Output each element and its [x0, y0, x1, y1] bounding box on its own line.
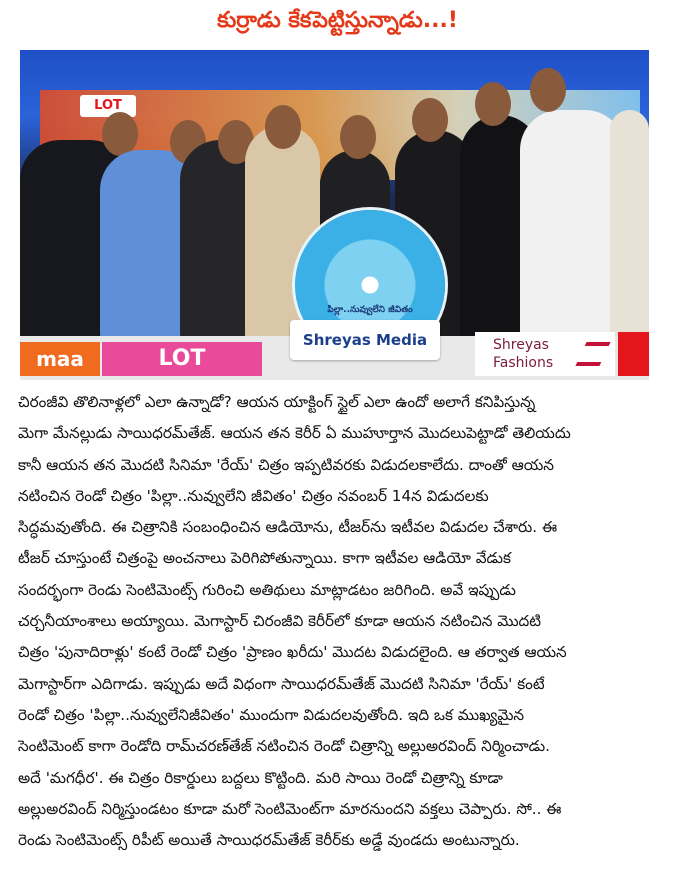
article-line: సెంటిమెంట్ కాగా రెండోది రామ్‌చరణ్‌తేజ్ నటించిన రెండో చిత్రాన్ని అల్లుఅరవింద్ నిర్మించాడు.	[18, 737, 550, 756]
article-line: రెండు సెంటిమెంట్స్ రిపీట్ అయితే సాయిధరమ్‌తేజ్ కెరీర్‌కు అడ్డే వుండదు అంటున్నారు.	[18, 831, 520, 850]
article-line: టీజర్ చూస్తుంటే చిత్రంపై అంచనాలు పెరిగిపోతున్నాయి. కాగా ఇటీవల ఆడియో వేడుక	[18, 549, 511, 568]
lot-logo-top: LOT	[80, 95, 136, 117]
article-line: సిద్ధమవుతోంది. ఈ చిత్రానికి సంబంధించిన ఆడియోను, టీజర్‌ను ఇటీవల విడుదల చేశారు. ఈ	[18, 518, 558, 537]
person-head	[340, 115, 376, 159]
person-head	[412, 98, 448, 142]
person-silhouette	[610, 110, 649, 340]
person-head	[530, 68, 566, 112]
article-line: అదే 'మగధీర'. ఈ చిత్రం రికార్డులు బద్దలు కొట్టింది. మరి సాయి రెండో చిత్రాన్ని కూడా	[18, 768, 503, 787]
article-line: నటించిన రెండో చిత్రం 'పిల్లా..నువ్వులేని జీవితం' చిత్రం నవంబర్ 14న విడుదలకు	[18, 486, 489, 505]
red-sponsor-tile	[618, 332, 649, 376]
shreyas-fashions-line2: Fashions	[493, 355, 554, 371]
article-body	[18, 387, 658, 856]
person-head	[102, 112, 138, 156]
article-line: సందర్భంగా రెండు సెంటిమెంట్స్ గురించి అతిథులు మాట్లాడటం జరిగింది. అవే ఇప్పుడు	[18, 580, 516, 599]
article-line: మెగాస్టార్‌గా ఎదిగాడు. ఇప్పుడు అదే విధంగా సాయిధరమ్‌తేజ్ మొదటి సినిమా 'రేయ్' కంటే	[18, 674, 545, 693]
article-line: రెండో చిత్రం 'పిల్లా..నువ్వులేనిజీవితం' ముందుగా విడుదలవుతోంది. ఇది ఒక ముఖ్యమైన	[18, 705, 525, 724]
article-line: చిరంజీవి తొలినాళ్లలో ఎలా ఉన్నాడో? ఆయన యాక్టింగ్ స్టైల్ ఎలా ఉందో అలాగే కనిపిస్తున్న	[18, 393, 536, 411]
shreyas-media-logo: Shreyas Media	[290, 320, 440, 360]
article-line: కానీ ఆయన తన మొదటి సినిమా 'రేయ్' చిత్రం ఇప్పటివరకు విడుదలకాలేదు. దాంతో ఆయన	[18, 455, 554, 474]
article-line: అల్లుఅరవింద్ నిర్మిస్తుండటం కూడా మరో సెంటిమెంట్‌గా మారనుందని వక్తలు చెప్పారు. సో.. ఈ	[18, 799, 562, 818]
maa-logo: maa	[20, 342, 100, 376]
person-head	[265, 105, 301, 149]
article-line: మెగా మేనల్లుడు సాయిధరమ్‌తేజ్. ఆయన తన కెరీర్ ఏ ముహూర్తాన మొదలుపెట్టాడో తెలియదు	[18, 424, 571, 443]
article-line: చిత్రం 'పునాదిరాళ్లు' కంటే రెండో చిత్రం 'ప్రాణం ఖరీదు' మొదట విడుదలైంది. ఆ తర్వాత ఆయన	[18, 643, 567, 662]
album-disc-title: పిల్లా..నువ్వులేని జీవితం	[327, 305, 413, 315]
lot-logo-bottom: LOT	[102, 342, 262, 376]
article-line: చర్చనీయాంశాలు అయ్యాయి. మెగాస్టార్ చిరంజీవి కెరీర్‌లో కూడా ఆయన నటించిన మొదటి	[18, 612, 542, 631]
shreyas-fashions-logo	[475, 332, 615, 376]
person-head	[475, 82, 511, 126]
event-photo	[20, 50, 649, 380]
shreyas-fashions-line1: Shreyas	[493, 337, 549, 353]
headline: కుర్రాడు కేకపెట్టిస్తున్నాడు...!	[217, 8, 458, 33]
